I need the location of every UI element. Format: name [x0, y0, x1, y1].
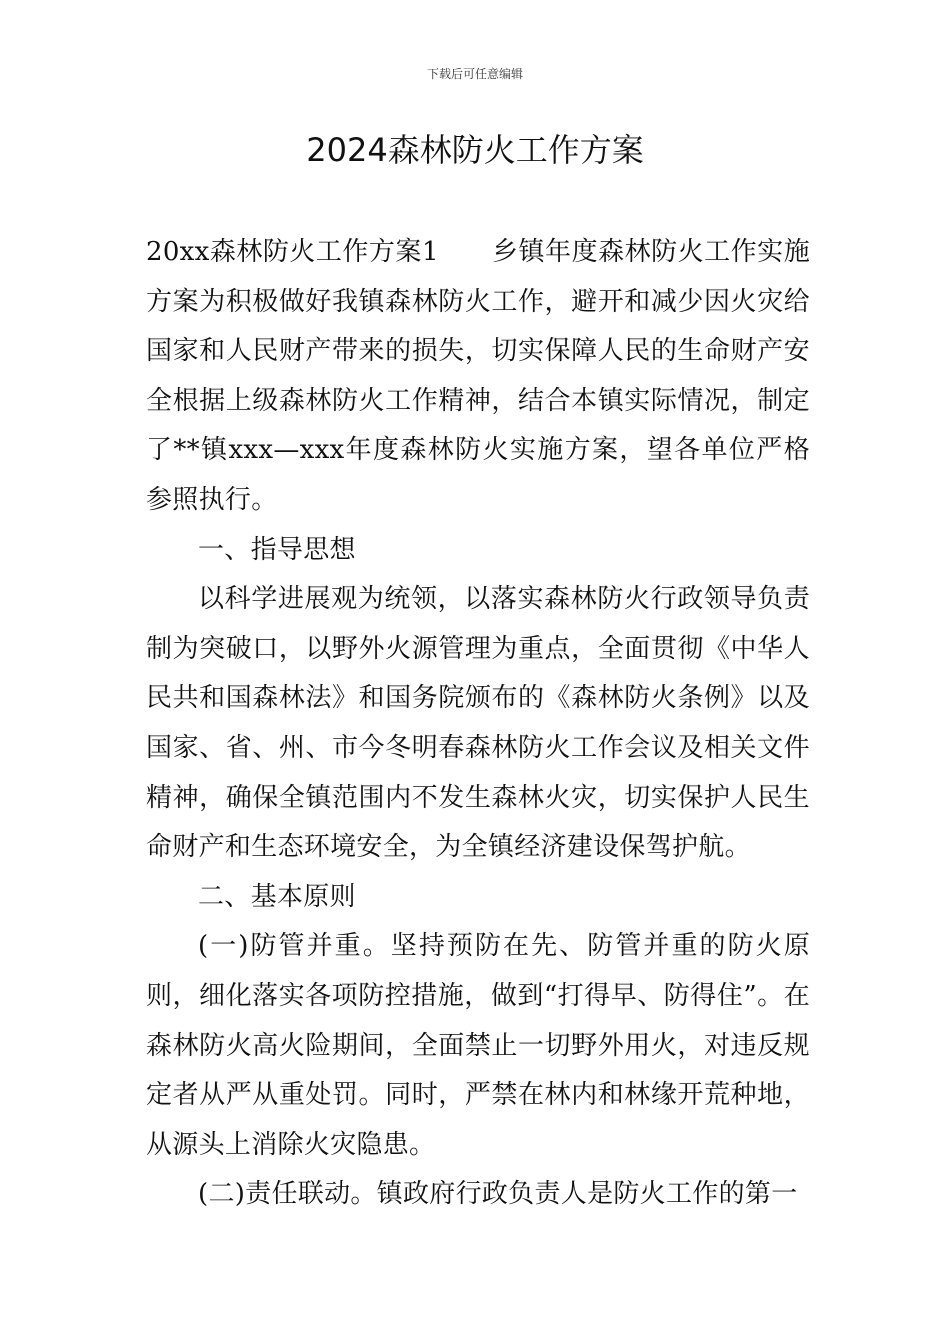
section-heading-guiding-ideology: 一、指导思想 [198, 534, 356, 565]
paragraph-intro: 20xx森林防火工作方案1 乡镇年度森林防火工作实施方案为积极做好我镇森林防火工作，避开和减少因火灾给国家和人民财产带来的损失，切实保障人民的生命财产安全根据上级森林防火工作精神，结合本镇实际情况，制定了**镇xxx—xxx年度森林防火实施方案，望各单位严格参照执行。 [146, 237, 810, 515]
document-body [146, 228, 810, 1220]
header-note: 下载后可任意编辑 [426, 67, 523, 81]
paragraph-principle-2: (二)责任联动。镇政府行政负责人是防火工作的第一 [198, 1179, 798, 1210]
section-heading-basic-principles: 二、基本原则 [198, 881, 356, 912]
paragraph-principle-1: (一)防管并重。坚持预防在先、防管并重的防火原则，细化落实各项防控措施，做到“打得早、防得住”。在森林防火高火险期间，全面禁止一切野外用火，对违反规定者从严从重处罚。同时，严禁在林内和林缘开荒种地，从源头上消除火灾隐患。 [146, 931, 810, 1160]
document-title: 2024森林防火工作方案 [306, 131, 644, 169]
paragraph-guiding-ideology: 以科学进展观为统领，以落实森林防火行政领导负责制为突破口，以野外火源管理为重点，全面贯彻《中华人民共和国森林法》和国务院颁布的《森林防火条例》以及国家、省、州、市今冬明春森林防火工作会议及相关文件精神，确保全镇范围内不发生森林火灾，切实保护人民生命财产和生态环境安全，为全镇经济建设保驾护航。 [146, 584, 810, 863]
